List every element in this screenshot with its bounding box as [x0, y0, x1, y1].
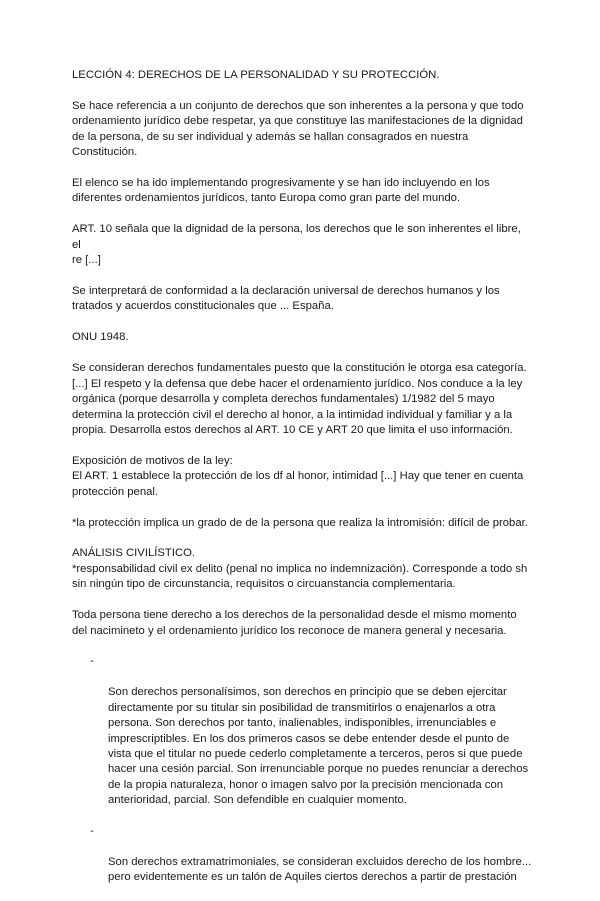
- note-proteccion: *la protección implica un grado de de la persona que realiza la intromisión: difícil de probar.: [72, 516, 528, 529]
- paragraph-persona: Toda persona tiene derecho a los derechos de la personalidad desde el mismo momento del nacimineto y el ordenamiento jurídico los reconoce de manera general y necesaria.: [72, 609, 517, 637]
- paragraph-onu: ONU 1948.: [72, 331, 129, 344]
- bullet-list: [72, 654, 532, 885]
- bullet-marker: -: [90, 655, 94, 668]
- list-item: [72, 654, 532, 808]
- paragraph-elenco: El elenco se ha ido implementando progresivamente y se han ido incluyendo en los diferentes ordenamientos jurídicos, tanto Europa como gran parte del mundo.: [72, 177, 490, 205]
- bullet-marker: -: [90, 825, 94, 838]
- page-title: LECCIÓN 4: DERECHOS DE LA PERSONALIDAD Y SU PROTECCIÓN.: [72, 69, 440, 81]
- exposicion-text: El ART. 1 establece la protección de los df al honor, intimidad [...] Hay que tener en cuenta protección penal.: [72, 470, 524, 498]
- document-page: [72, 68, 532, 901]
- paragraph-intro: Se hace referencia a un conjunto de derechos que son inherentes a la persona y que todo ordenamiento jurídico debe respetar, ya que constituye las manifestaciones de la dignidad de la persona, de su ser individual y además se hallan consagrados en nuestra Constitución.: [72, 99, 524, 159]
- list-item: [72, 824, 532, 886]
- bullet-text: Son derechos extramatrimoniales, se consideran excluidos derecho de los hombre... pero evidentemente es un talón de Aquiles ciertos derechos a partir de prestación: [108, 855, 532, 884]
- analisis-text: *responsabilidad civil ex delito (penal no implica no indemnización). Corresponde a todo sh sin ningún tipo de circunstancia, requisitos o circuanstancia complementaria.: [72, 562, 528, 591]
- paragraph-art10: ART. 10 señala que la dignidad de la persona, los derechos que le son inherentes el libre, el re [...]: [72, 223, 521, 267]
- paragraph-fundamentales: Se consideran derechos fundamentales puesto que la constitución le otorga esa categoría. [...] El respeto y la defensa que debe hacer el ordenamiento jurídico. Nos conduce a la ley orgánica (porque desarrolla y completa derechos fundamentales) 1/1982 del 5 mayo determina la protección civil el derecho al honor, a la intimidad individual y familiar y a la propia. Desarrolla estos derechos al ART. 10 CE y ART 20 que limita el uso información.: [72, 362, 527, 436]
- exposicion-heading: Exposición de motivos de la ley:: [72, 454, 233, 467]
- paragraph-interpretacion: Se interpretará de conformidad a la declaración universal de derechos humanos y los tratados y acuerdos constitucionales que ... España.: [72, 285, 500, 313]
- analisis-heading: ANÁLISIS CIVILÍSTICO.: [72, 547, 196, 560]
- bullet-text: Son derechos personalísimos, son derechos en principio que se deben ejercitar directamente por su titular sin posibilidad de transmitirlos o enajenarlos a otra persona. Son derechos por tanto, inalienables, indisponibles, irrenunciables e imprescriptibles. En los dos primeros casos se debe entender desde el punto de vista que el titular no puede cederlo completamente a terceros, peros si que puede hacer una cesión parcial. Son irrenunciable porque no puedes renunciar a derechos de la propia naturaleza, honor o imagen salvo por la precisión mencionada con anterioridad, parcial. Son defendible en cualquier momento.: [108, 686, 529, 807]
